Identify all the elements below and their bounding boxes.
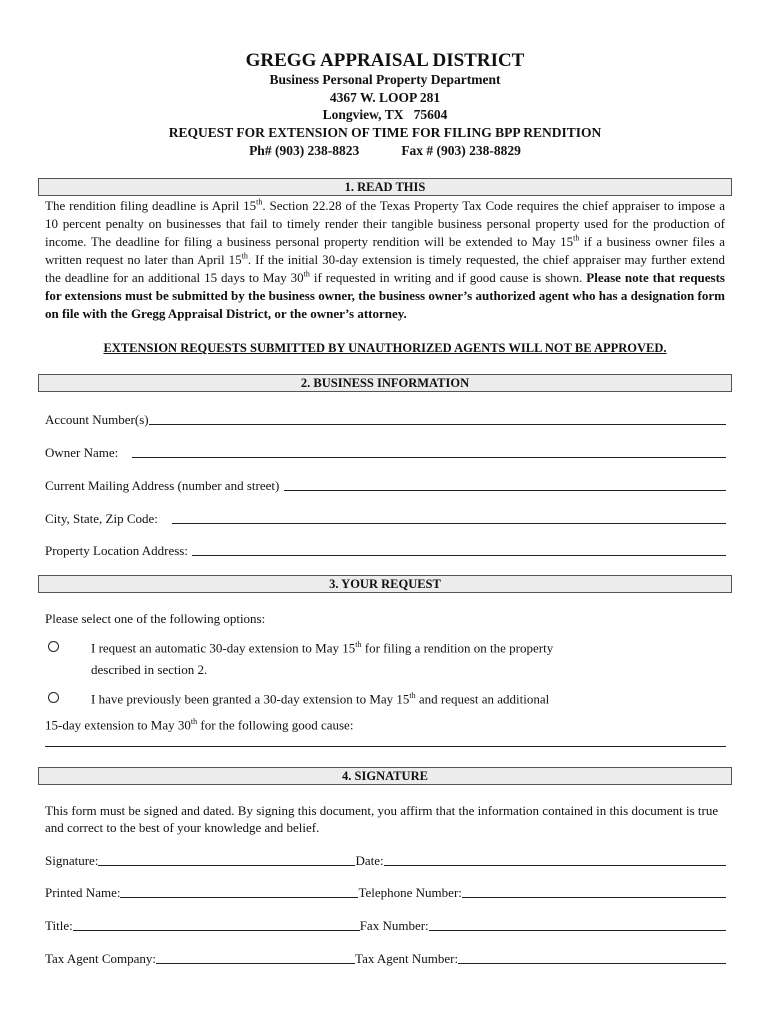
street-address: 4367 W. LOOP 281 [329,90,441,105]
title-label: Title: [45,918,73,933]
section-4-heading: 4. SIGNATURE [38,767,732,785]
signature-line[interactable] [98,853,355,866]
option-30-day-text: I request an automatic 30-day extension to May 15th for filing a rendition on the property [91,640,554,656]
title-row [45,916,726,934]
property-location-field[interactable] [45,541,726,559]
city-state-zip-line[interactable] [172,511,726,524]
date-line[interactable] [384,853,726,866]
owner-name-label: Owner Name: [45,445,119,460]
account-number-field[interactable] [45,410,726,428]
district-title: GREGG APPRAISAL DISTRICT [245,50,525,71]
section-2-heading: 2. BUSINESS INFORMATION [38,374,732,392]
property-location-label: Property Location Address: [45,543,188,558]
department-name: Business Personal Property Department [269,72,501,87]
title-line[interactable] [73,918,360,931]
unauthorized-agent-warning: EXTENSION REQUESTS SUBMITTED BY UNAUTHORIZED AGENTS WILL NOT BE APPROVED. [103,341,667,355]
owner-name-line[interactable] [132,445,726,458]
printed-name-label: Printed Name: [45,885,121,900]
section-3-heading: 3. YOUR REQUEST [38,575,732,593]
read-this-paragraph: The rendition filing deadline is April 15th. Section 22.28 of the Texas Property Tax Code requires the chief appraiser to impose a 10 percent penalty on businesses that fail to timely render their tangible business personal property used for the production of income. The deadline for filing a business personal property rendition will be extended to May 15th if a business owner files a written request no later than April 15th. If the initial 30-day extension is timely requested, the chief appraiser may further extend the deadline for an additional 15 days to May 30th if requested in writing and if good cause is shown. Please note that requests for extensions must be submitted by the business owner, the business owner’s authorized agent who has a designation form on file with the Gregg Appraisal District, or the owner’s attorney. [45,197,725,321]
account-number-line[interactable] [149,412,726,425]
tax-agent-row [45,949,726,967]
section-1-heading: 1. READ THIS [38,178,732,196]
telephone-line[interactable] [462,885,726,898]
city-state-zip-field[interactable] [45,509,726,527]
authorization-note: Please note that requests for extensions must be submitted by the business owner, the business owner’s authorized agent who has a designation form on file with the Gregg Appraisal District, or the owner’s attorney. [45,270,725,321]
fax-label: Fax Number: [359,918,429,933]
fax-number: Fax # (903) 238-8829 [401,143,521,158]
tax-agent-company-label: Tax Agent Company: [45,951,157,966]
telephone-label: Telephone Number: [358,885,462,900]
mailing-address-label: Current Mailing Address (number and street) [45,478,280,493]
owner-name-field[interactable] [45,443,726,461]
city-address: Longview, TX 75604 [322,107,448,122]
option-30-day-radio[interactable] [48,641,59,652]
option-15-day-radio[interactable] [48,692,59,703]
account-number-label: Account Number(s) [45,412,149,427]
mailing-address-field[interactable] [45,476,726,494]
signature-row [45,851,726,869]
property-location-line[interactable] [192,543,726,556]
good-cause-line[interactable] [45,746,726,747]
signature-label: Signature: [45,853,99,868]
tax-agent-company-line[interactable] [156,951,355,964]
option-15-day-text: I have previously been granted a 30-day extension to May 15th and request an additional [91,691,550,707]
printed-name-row [45,883,726,901]
tax-agent-number-line[interactable] [458,951,726,964]
tax-agent-number-label: Tax Agent Number: [355,951,459,966]
contact-line [0,143,770,159]
city-state-zip-label: City, State, Zip Code: [45,511,158,526]
fax-line[interactable] [429,918,726,931]
printed-name-line[interactable] [120,885,358,898]
option-30-day-text-line2: described in section 2. [91,662,208,677]
option-15-day-text-line2: 15-day extension to May 30th for the following good cause: [45,717,354,733]
signature-statement: This form must be signed and dated. By signing this document, you affirm that the information contained in this document is true and correct to the best of your knowledge and belief. [45,803,719,835]
phone-number: Ph# (903) 238-8823 [249,143,360,158]
mailing-address-line[interactable] [284,478,726,491]
date-label: Date: [355,853,384,868]
form-title: REQUEST FOR EXTENSION OF TIME FOR FILING BPP RENDITION [168,125,602,140]
request-instruction: Please select one of the following options: [45,611,266,626]
